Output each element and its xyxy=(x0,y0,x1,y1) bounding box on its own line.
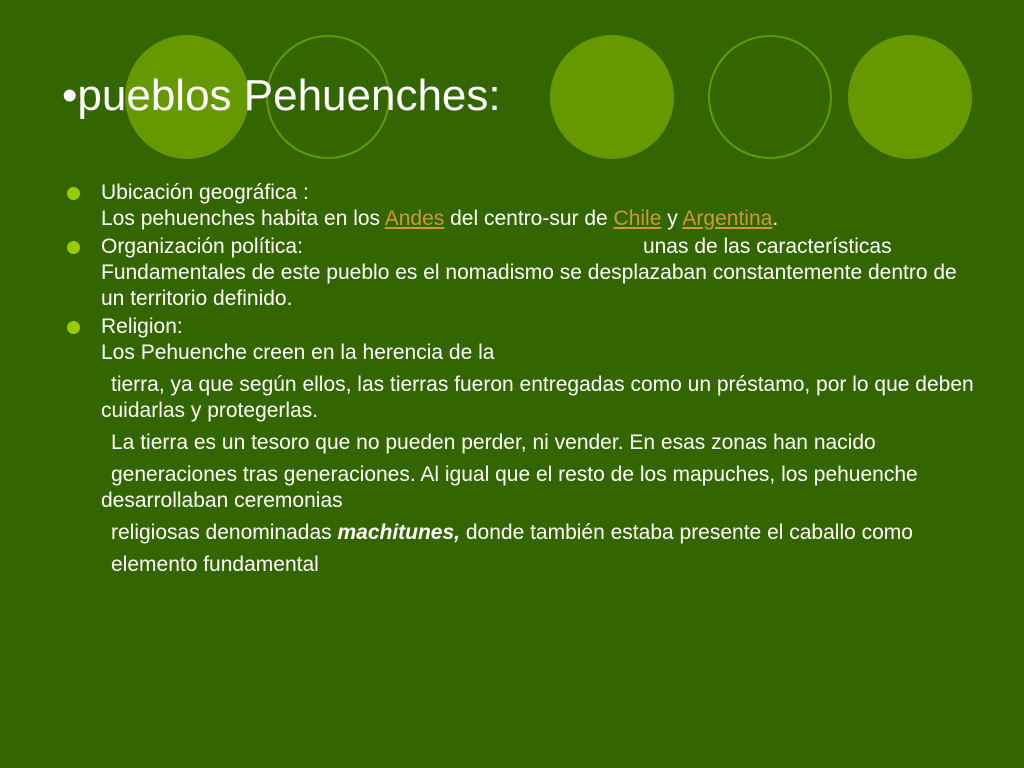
text-segment: Los pehuenches habita en los xyxy=(101,207,385,230)
bullet-heading: Ubicación geográfica : xyxy=(101,181,309,204)
text-segment: del centro-sur de xyxy=(444,207,614,230)
decorative-circle xyxy=(550,35,674,159)
paragraph-text: elemento fundamental xyxy=(111,553,319,576)
paragraph-text: donde también estaba presente el caballo como xyxy=(460,521,913,544)
bullet-religion xyxy=(0,314,1024,366)
link-chile[interactable]: Chile xyxy=(613,207,662,230)
paragraph xyxy=(0,520,1024,546)
paragraph-text: La tierra es un tesoro que no pueden perder, ni vender. En esas zonas han nacido xyxy=(111,431,876,454)
paragraph-text: tierra, ya que según ellos, las tierras fueron entregadas como un préstamo, por lo que deben cuidarlas y protegerlas. xyxy=(101,373,974,422)
paragraph-text: religiosas denominadas xyxy=(111,521,338,544)
bullet-dot-icon xyxy=(67,187,80,200)
paragraph xyxy=(0,552,1024,578)
paragraph-text: generaciones tras generaciones. Al igual que el resto de los mapuches, los pehuenche desarrollaban ceremonias xyxy=(101,463,918,512)
bullet-dot-icon xyxy=(67,321,80,334)
bullet-dot-icon xyxy=(67,241,80,254)
text-segment: y xyxy=(661,207,683,230)
bullet-heading: Religion: xyxy=(101,315,183,338)
slide-title: •pueblos Pehuenches: xyxy=(62,71,501,120)
emphasis-text: machitunes, xyxy=(337,521,461,544)
paragraph xyxy=(0,372,1024,424)
bullet-ubicacion xyxy=(0,180,1024,232)
paragraph xyxy=(0,462,1024,514)
bullet-heading: Organización política: xyxy=(101,235,303,258)
bullet-text: Los Pehuenche creen en la herencia de la xyxy=(101,341,495,364)
bullet-organizacion xyxy=(0,234,1024,312)
link-argentina[interactable]: Argentina xyxy=(682,207,773,230)
bullet-text: unas de las características Fundamentales de este pueblo es el nomadismo se desplazaban constantemente dentro de un territorio definido. xyxy=(101,235,957,310)
decorative-circle xyxy=(848,35,972,159)
link-andes[interactable]: Andes xyxy=(384,207,445,230)
decorative-ring xyxy=(708,35,832,159)
bullet-text xyxy=(101,206,984,232)
paragraph xyxy=(0,430,1024,456)
slide-body xyxy=(0,180,1024,578)
text-segment: . xyxy=(772,207,779,230)
